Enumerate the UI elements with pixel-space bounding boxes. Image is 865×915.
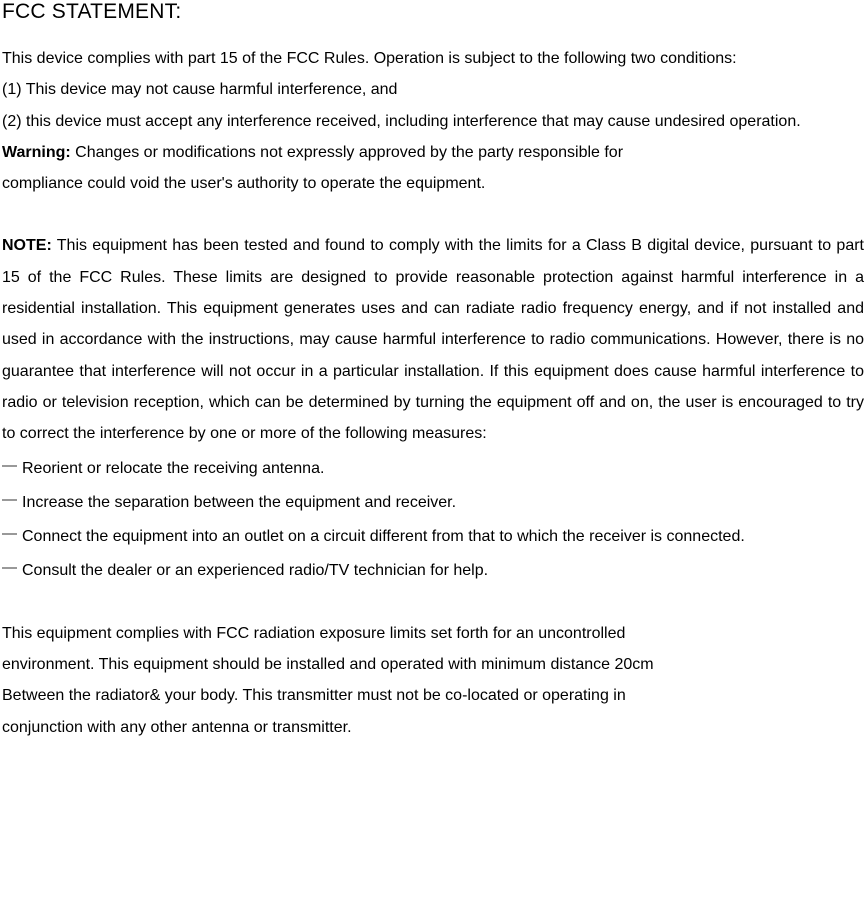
measure-item	[2, 552, 864, 586]
measure-text: Increase the separation between the equipment and receiver.	[22, 493, 457, 511]
measure-text: Connect the equipment into an outlet on a circuit different from that to which the receiver is connected.	[22, 528, 745, 546]
radiation-line: This equipment complies with FCC radiation exposure limits set forth for an uncontrolled	[2, 624, 626, 642]
warning-label: Warning:	[2, 143, 71, 161]
note-label: NOTE:	[2, 237, 52, 255]
radiation-line: conjunction with any other antenna or transmitter.	[2, 718, 352, 736]
page-title: FCC STATEMENT:	[2, 0, 182, 23]
warning-paragraph	[2, 137, 864, 200]
dash-mark: —	[2, 525, 17, 543]
measure-item	[2, 484, 864, 518]
measure-text: Consult the dealer or an experienced radio/TV technician for help.	[22, 562, 489, 580]
measure-item	[2, 518, 864, 552]
radiation-line: environment. This equipment should be installed and operated with minimum distance 20cm	[2, 656, 654, 674]
radiation-line: Between the radiator& your body. This transmitter must not be co-located or operating in	[2, 687, 626, 705]
note-text: This equipment has been tested and found to comply with the limits for a Class B digital device, pursuant to part 15 of the FCC Rules. These limits are designed to provide reasonable protection against harmful interference in a residential installation. This equipment generates uses and can radiate radio frequency energy, and if not installed and used in accordance with the instructions, may cause harmful interference to radio communications. However, there is no guarantee that interference will not occur in a particular installation. If this equipment does cause harmful interference to radio or television reception, which can be determined by turning the equipment off and on, the user is encouraged to try to correct the interference by one or more of the following measures:	[2, 237, 864, 443]
spacer	[2, 199, 864, 230]
measure-item	[2, 450, 864, 484]
spacer	[2, 587, 864, 618]
condition-2: (2) this device must accept any interference received, including interference that may cause undesired operation.	[2, 112, 801, 130]
dash-mark: —	[2, 490, 17, 508]
radiation-paragraph	[2, 618, 864, 743]
intro-paragraph: This device complies with part 15 of the FCC Rules. Operation is subject to the following two conditions:	[2, 50, 737, 67]
dash-mark: —	[2, 559, 17, 577]
note-paragraph	[2, 230, 864, 449]
dash-mark: —	[2, 456, 17, 474]
warning-text-line2: compliance could void the user's authority to operate the equipment.	[2, 175, 486, 193]
condition-1: (1) This device may not cause harmful interference, and	[2, 81, 398, 99]
warning-text-line1: Changes or modifications not expressly approved by the party responsible for	[70, 143, 624, 161]
measure-text: Reorient or relocate the receiving antenna.	[22, 459, 325, 477]
